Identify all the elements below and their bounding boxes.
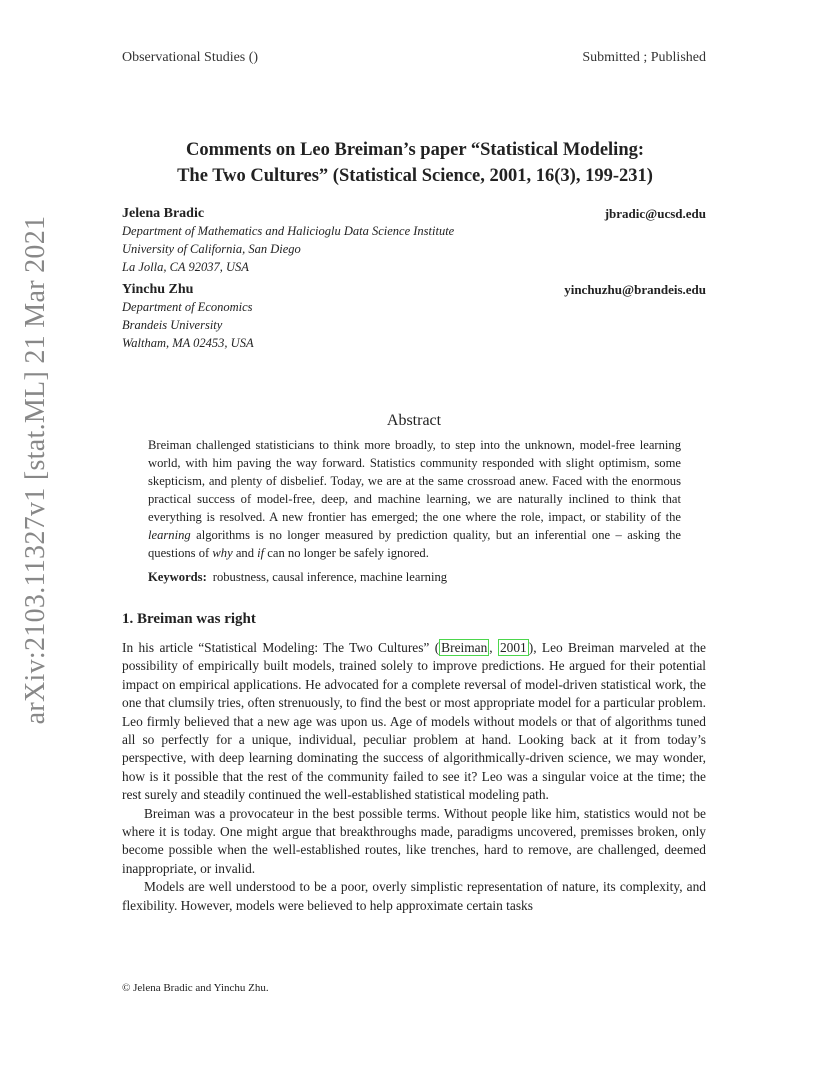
paragraph: Breiman was a provocateur in the best possible terms. Without people like him, statistics would not be where it is today. One might argue that breakthroughs made, paradigms uncovered, premisses broken, only become possible when the well-established routes, like trenches, hard to remove, are challenged, deemed inappropriate, or invalid. (122, 805, 706, 876)
citation-link[interactable]: Breiman (441, 640, 488, 655)
section-heading: 1. Breiman was right (122, 611, 256, 627)
author-email[interactable]: jbradic@ucsd.edu (604, 206, 706, 221)
keywords-value: robustness, causal inference, machine learning (212, 570, 448, 584)
copyright-footer: © Jelena Bradic and Yinchu Zhu. (122, 982, 269, 994)
abstract-heading: Abstract (386, 412, 442, 429)
citation-year-link[interactable]: 2001 (499, 640, 527, 655)
keywords (148, 570, 681, 585)
paragraph: Models are well understood to be a poor, overly simplistic representation of nature, its complexity, and flexibility. However, models were believed to help approximate certain tasks (122, 879, 706, 913)
running-header (122, 50, 706, 70)
author-block-2 (122, 282, 706, 352)
paragraph: In his article “Statistical Modeling: The Two Cultures” ( Breiman , 2001 ), Leo Breiman marveled at the possibility of empirically built models, trained solely to improve predictions. He argued for their potential impact on empirical applications. He advocated for a complete reversal of model-driven statistical work, the one that clumsily tries, often strenuously, to find the best or most appropriate model for a particular problem. Leo firmly believed that a new age was upon us. Age of models without models or that of algorithms tuned all so perfectly for a unique, individual, peculiar problem at hand. Looking back at it from today’s perspective, with deep learning dominating the success of algorithmically-driven science, we may wonder, how is it possible that the rest of the community failed to see it? Leo was a singular voice at the time; the rest surely and steadily continued the well-established statistical modeling path. (122, 640, 706, 803)
title-line-2: The Two Cultures” (Statistical Science, 2001, 16(3), 199-231) (177, 166, 653, 186)
keywords-label: Keywords: (148, 570, 207, 584)
author-affiliation-line: Department of Economics (122, 300, 253, 314)
author-affiliation-line: Waltham, MA 02453, USA (122, 336, 254, 350)
body-text (122, 639, 706, 915)
submission-status: Submitted ; Published (582, 50, 706, 65)
title-line-1: Comments on Leo Breiman’s paper “Statistical Modeling: (185, 140, 645, 160)
author-block-1 (122, 206, 706, 276)
author-name: Jelena Bradic (122, 206, 205, 221)
arxiv-stamp-text: arXiv:2103.11327v1 [stat.ML] 21 Mar 2021 (20, 215, 51, 725)
author-affiliation-line: University of California, San Diego (122, 242, 301, 256)
author-affiliation-line: Department of Mathematics and Halicioglu Data Science Institute (122, 224, 455, 238)
paper-title (110, 137, 720, 189)
author-name: Yinchu Zhu (122, 282, 194, 297)
author-affiliation-line: La Jolla, CA 92037, USA (122, 260, 249, 274)
author-affiliation-line: Brandeis University (122, 318, 223, 332)
author-email[interactable]: yinchuzhu@brandeis.edu (564, 282, 706, 297)
journal-name: Observational Studies () (122, 50, 259, 65)
abstract-text: Breiman challenged statisticians to think more broadly, to step into the unknown, model-free learning world, with him paving the way forward. Statistics community responded with slight optimism, some skepticism, and plenty of disbelief. Today, we are at the same crossroad anew. Faced with the enormous practical success of model-free, deep, and machine learning, we are naturally inclined to think that everything is resolved. A new frontier has emerged; the one where the role, impact, or stability of the learning algorithms is no longer measured by prediction quality, but an inferential one – asking the questions of why and if can no longer be safely ignored. (148, 438, 681, 560)
arxiv-stamp (6, 215, 66, 725)
